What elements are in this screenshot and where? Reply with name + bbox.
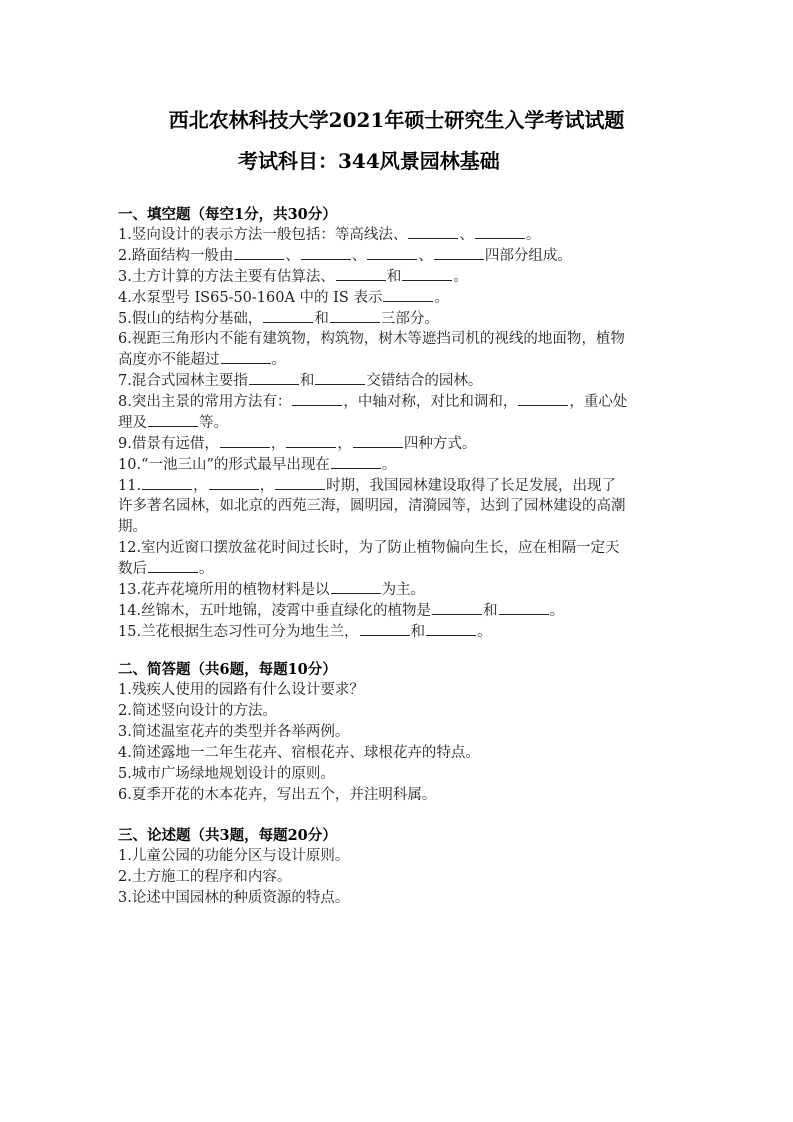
question-text: 和 — [314, 310, 329, 327]
question-line — [118, 349, 286, 370]
question-text: 。 — [434, 289, 449, 306]
question-text: 、 — [285, 247, 300, 264]
question-text: 9.借景有远借， — [118, 436, 219, 452]
question-line — [118, 600, 564, 621]
question-text: 1.竖向设计的表示方法一般包括：等高线法、 — [118, 227, 408, 243]
question-line — [118, 329, 625, 349]
question-text: 三部分。 — [380, 310, 439, 327]
answer-blank — [142, 475, 192, 490]
answer-blank — [408, 224, 458, 239]
question-text: 、 — [418, 247, 433, 264]
question-text: 1.儿童公园的功能分区与设计原则。 — [118, 848, 350, 864]
question-line — [118, 558, 214, 579]
answer-blank — [518, 391, 568, 406]
answer-blank — [402, 266, 452, 281]
question-line — [118, 454, 396, 475]
question-line — [118, 764, 335, 784]
question-text: 期。 — [118, 518, 147, 535]
answer-blank — [263, 308, 313, 323]
question-text: 时期，我国园林建设取得了长足发展，出现了 — [326, 477, 617, 494]
question-text: 5.城市广场绿地规划设计的原则。 — [118, 766, 335, 782]
question-line — [118, 680, 364, 700]
answer-blank — [331, 579, 381, 594]
question-text: 。 — [381, 456, 397, 473]
answer-blank — [330, 308, 380, 323]
question-line — [118, 579, 425, 600]
answer-blank — [353, 433, 403, 448]
question-text: 10.“一池三山”的形式最早出现在 — [118, 456, 330, 473]
question-line — [118, 621, 492, 642]
question-line — [118, 308, 439, 329]
question-line — [118, 517, 147, 537]
question-text: 交错结合的园林。 — [366, 373, 483, 390]
question-line — [118, 412, 228, 433]
question-text: 4.水泵型号 IS65-50-160A 中的 IS 表示 — [118, 289, 383, 306]
question-text: 、 — [459, 227, 474, 243]
question-text: ， — [337, 436, 352, 452]
question-text: ， — [193, 477, 208, 494]
question-text: 四种方式。 — [403, 436, 477, 452]
answer-blank — [426, 621, 476, 636]
question-line — [118, 867, 291, 887]
section-heading-short-answer: 二、简答题（共6题，每题10分） — [118, 661, 337, 678]
section-heading-fill-blank: 一、填空题（每空1分，共30分） — [118, 206, 337, 223]
question-line — [118, 538, 620, 558]
answer-blank — [331, 454, 381, 469]
question-text: 1.残疾人使用的园路有什么设计要求？ — [118, 682, 364, 698]
exam-subject: 考试科目：344风景园林基础 — [238, 149, 500, 173]
answer-blank — [249, 370, 299, 385]
answer-blank — [148, 558, 198, 573]
question-text: 13.花卉花境所用的植物材料是以 — [118, 582, 330, 599]
question-text: 11. — [118, 477, 142, 494]
question-text: 高度亦不能超过 — [118, 352, 220, 369]
question-line — [118, 496, 626, 516]
question-text: 5.假山的结构分基础， — [118, 310, 263, 327]
question-text: ，中轴对称，对比和调和， — [343, 394, 518, 411]
question-text: 。 — [477, 624, 492, 641]
exam-title: 西北农林科技大学2021年硕士研究生入学考试试题 — [168, 108, 625, 132]
question-text: 3.土方计算的方法主要有估算法、 — [118, 268, 335, 285]
question-line — [118, 224, 540, 245]
answer-blank — [434, 245, 484, 260]
question-text: 6.视距三角形内不能有建筑物，构筑物，树木等遮挡司机的视线的地面物，植物 — [118, 330, 625, 347]
question-text: 。 — [453, 268, 468, 285]
answer-blank — [360, 621, 410, 636]
question-text: 四部分组成。 — [484, 247, 572, 264]
question-line — [118, 888, 349, 908]
answer-blank — [148, 412, 198, 427]
answer-blank — [209, 475, 259, 490]
question-text: 2.简述竖向设计的方法。 — [118, 703, 277, 719]
section-heading-essay: 三、论述题（共3题，每题20分） — [118, 827, 337, 844]
question-text: 。 — [549, 603, 565, 620]
question-text: 2.路面结构一般由 — [118, 247, 234, 264]
answer-blank — [336, 266, 386, 281]
question-text: 12.室内近窗口摆放盆花时间过长时，为了防止植物偏向生长，应在相隔一定天 — [118, 539, 620, 556]
question-line — [118, 370, 482, 391]
answer-blank — [432, 600, 482, 615]
question-text: 14.丝锦木，五叶地锦，凌霄中垂直绿化的植物是 — [118, 603, 432, 620]
answer-blank — [275, 475, 325, 490]
answer-blank — [301, 245, 351, 260]
question-text: 7.混合式园林主要指 — [118, 373, 248, 390]
question-text: 许多著名园林，如北京的西苑三海，圆明园，清漪园等，达到了园林建设的高潮 — [118, 497, 626, 514]
question-text: 和 — [299, 373, 315, 390]
question-text: 。 — [525, 227, 541, 243]
question-line — [118, 287, 449, 308]
question-text: 2.土方施工的程序和内容。 — [118, 869, 292, 885]
question-text: 4.简述露地一二年生花卉、宿根花卉、球根花卉的特点。 — [118, 745, 480, 761]
question-text: 6.夏季开花的木本花卉，写出五个，并注明科属。 — [118, 787, 437, 803]
question-line — [118, 433, 476, 454]
question-text: 理及 — [118, 415, 147, 432]
question-text: 为主。 — [381, 582, 426, 599]
question-line — [118, 722, 349, 742]
question-text: 。 — [271, 352, 286, 369]
question-line — [118, 475, 616, 496]
answer-blank — [286, 433, 336, 448]
answer-blank — [367, 245, 417, 260]
question-text: 和 — [483, 603, 498, 620]
question-text: ，重心处 — [569, 394, 628, 411]
question-text: 。 — [199, 561, 214, 578]
question-line — [118, 266, 468, 287]
answer-blank — [220, 433, 270, 448]
question-line — [118, 846, 349, 866]
question-line — [118, 245, 572, 266]
answer-blank — [499, 600, 549, 615]
answer-blank — [315, 370, 365, 385]
answer-blank — [383, 287, 433, 302]
question-text: 3.简述温室花卉的类型并各举两例。 — [118, 724, 350, 740]
question-line — [118, 785, 436, 805]
question-text: ， — [270, 436, 286, 452]
question-text: 3.论述中国园林的种质资源的特点。 — [118, 890, 350, 906]
question-text: 等。 — [199, 415, 228, 432]
answer-blank — [221, 349, 271, 364]
question-line — [118, 391, 627, 412]
question-text: ， — [259, 477, 275, 494]
question-text: 数后 — [118, 561, 147, 578]
answer-blank — [234, 245, 284, 260]
question-line — [118, 701, 277, 721]
question-text: 、 — [351, 247, 367, 264]
question-text: 15.兰花根据生态习性可分为地生兰， — [118, 624, 359, 641]
question-text: 和 — [410, 624, 426, 641]
question-text: 和 — [386, 268, 402, 285]
answer-blank — [475, 224, 525, 239]
answer-blank — [292, 391, 342, 406]
question-text: 8.突出主景的常用方法有： — [118, 394, 292, 411]
question-line — [118, 743, 480, 763]
